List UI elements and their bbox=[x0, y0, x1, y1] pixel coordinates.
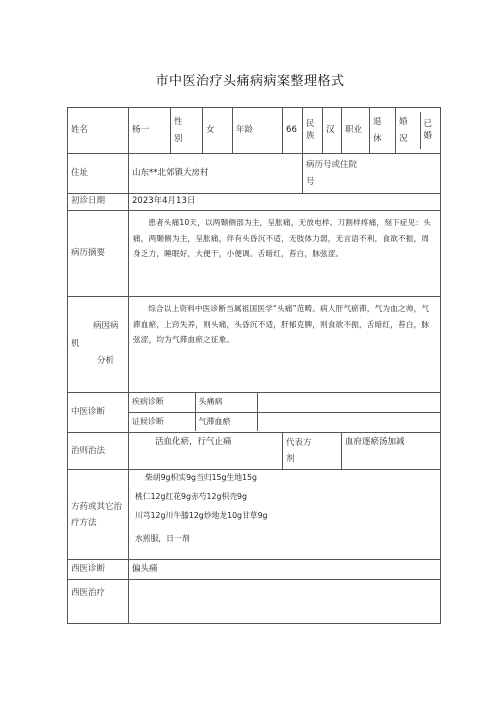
patient-info-row bbox=[68, 108, 441, 154]
ethnicity-label: 民族 bbox=[303, 108, 323, 154]
marriage-cell bbox=[396, 108, 441, 154]
pathogenesis-text: 综合以上资料中医诊断当属祖国医学“头痛”范畴。病人肝气瘀滞，气为血之帅，气滞血瘀，上窍失养，则头痛，头昏沉不适，肝郁克脾，则食欲不振，舌暗红，苔白，脉弦涩，均为气滞血瘀之征象。 bbox=[129, 297, 441, 393]
case-record-table bbox=[67, 107, 441, 624]
prescription-list bbox=[129, 470, 441, 560]
syndrome-diagnosis-label: 证候诊断 bbox=[129, 412, 195, 431]
gender-value: 女 bbox=[203, 108, 233, 154]
treatment-label: 治则治法 bbox=[68, 433, 129, 470]
visit-date-value: 2023年4月13日 bbox=[129, 194, 441, 211]
treatment-value: 活血化瘀，行气止痛 bbox=[129, 433, 283, 470]
marriage-label: 婚 况 bbox=[396, 112, 420, 148]
prescription-line bbox=[135, 521, 434, 529]
formula-value: 血府逐瘀汤加减 bbox=[342, 433, 441, 470]
prescription-line: 桃仁12g红花9g赤芍12g枳壳9g bbox=[135, 491, 247, 501]
ethnicity-value: 汉 bbox=[323, 108, 342, 154]
gender-label: 性 别 bbox=[171, 108, 203, 154]
western-treatment-value bbox=[129, 580, 441, 624]
syndrome-diagnosis-value: 气滞血瘀 bbox=[195, 412, 257, 431]
western-diagnosis-value: 偏头痛 bbox=[129, 560, 441, 580]
age-label: 年龄 bbox=[233, 108, 283, 154]
tcm-diagnosis-subtable bbox=[129, 393, 440, 431]
name-value: 杨一 bbox=[129, 108, 171, 154]
western-diagnosis-label: 西医诊断 bbox=[68, 560, 129, 580]
prescription-line: 柴胡9g枳实9g当归15g生地15g bbox=[145, 473, 257, 483]
tcm-diagnosis-row bbox=[68, 393, 441, 433]
formula-label: 代表方 剂 bbox=[283, 433, 342, 470]
disease-diagnosis-value: 头痛病 bbox=[195, 393, 257, 412]
prescription-row bbox=[68, 470, 441, 560]
occupation-label: 职业 bbox=[342, 108, 370, 154]
document-title: 市中医治疗头痛病病案整理格式 bbox=[155, 74, 345, 89]
visit-date-label: 初诊日期 bbox=[68, 194, 129, 211]
address-label: 住址 bbox=[68, 154, 129, 194]
western-diagnosis-row bbox=[68, 560, 441, 580]
name-label: 姓名 bbox=[68, 108, 129, 154]
prescription-line: 川芎12g川牛膝12g炒地龙10g甘草9g bbox=[135, 510, 268, 520]
history-text: 患者头痛10天，以两颞侧部为主，呈胀痛，无放电样、刀割样疼痛，刻下症见：头痛，两颞侧为主，呈胀痛，伴有头昏沉不适，无肢体力弱，无言语不利，食欲不振，周身乏力，睡眠好，大便干，小便调。舌暗红，苔白，脉弦涩。 bbox=[129, 211, 441, 297]
visit-date-row bbox=[68, 194, 441, 211]
address-value: 山东**北郊镇大房村 bbox=[129, 154, 303, 194]
pathogenesis-row bbox=[68, 297, 441, 393]
age-value: 66 bbox=[283, 108, 303, 154]
history-label: 病历摘要 bbox=[68, 211, 129, 297]
western-treatment-row bbox=[68, 580, 441, 624]
occupation-value: 退 休 bbox=[370, 108, 396, 154]
treatment-row bbox=[68, 433, 441, 470]
tcm-diagnosis-label: 中医诊断 bbox=[68, 393, 129, 433]
pathogenesis-label: 病因病 机 分析 bbox=[68, 297, 129, 393]
record-number-label: 病历号或住院 号 bbox=[303, 154, 441, 194]
history-row bbox=[68, 211, 441, 297]
western-treatment-label: 西医治疗 bbox=[68, 580, 129, 624]
address-row bbox=[68, 154, 441, 194]
prescription-line: 水煎服，日一剂 bbox=[135, 534, 190, 544]
marriage-value: 已婚 bbox=[423, 119, 433, 141]
prescription-label: 方药或其它治 疗方法 bbox=[68, 470, 129, 560]
disease-diagnosis-label: 疾病诊断 bbox=[129, 393, 195, 412]
